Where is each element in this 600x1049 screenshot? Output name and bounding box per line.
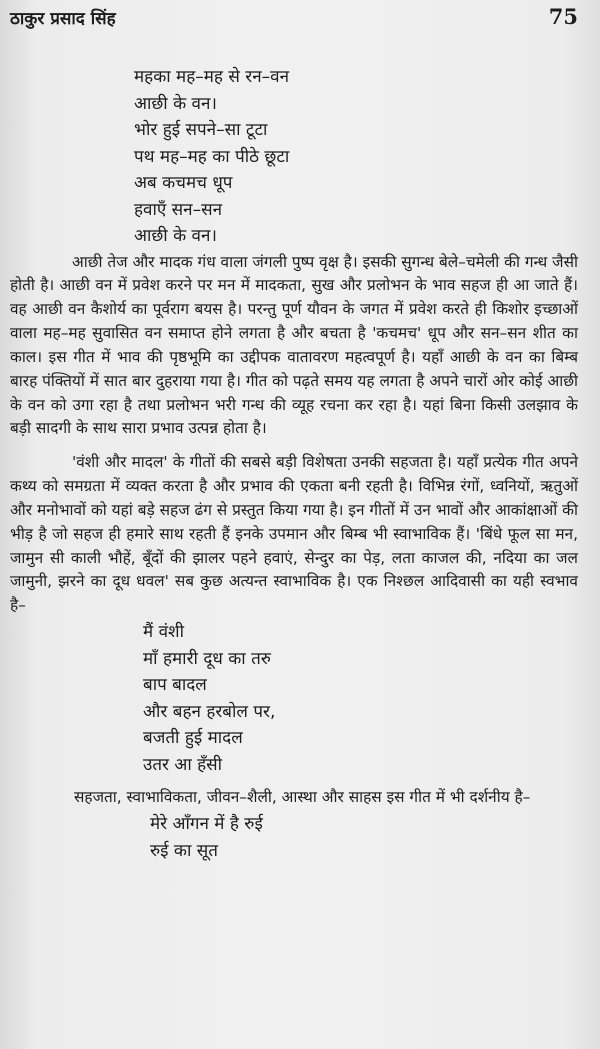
poem-line: भोर हुई सपने–सा टूटा [134,120,268,140]
poem-line: उतर आ हँसी [143,754,223,775]
poem-line: मेरे आँगन में है रुई [150,814,263,834]
poem-excerpt-3 [10,811,578,864]
paragraph-aachi-van: आछी तेज और मादक गंध वाला जंगली पुष्प वृक्ष है। इसकी सुगन्ध बेले–चमेली की गन्ध जैसी होती है। आछी वन में प्रवेश करने पर मन में मादकता, सुख और प्रलोभन के भाव सहज ही आ जाते हैं। वह आछी वन कैशोर्य का पूर्वराग बयस है। परन्तु पूर्ण यौवन के जगत में प्रवेश करते ही किशोर इच्छाओं वाला मह–मह सुवासित वन समाप्त होने लगता है और बचता है 'कचमच' धूप और सन–सन शीत का काल। इस गीत में भाव की पृष्ठभूमि का उद्दीपक वातावरण महत्वपूर्ण है। यहाँ आछी के वन का बिम्ब बारह पंक्तियों में सात बार दुहराया गया है। गीत को पढ़ते समय यह लगता है अपने चारों ओर कोई आछी के वन को उगा रहा है तथा प्रलोभन भरी गन्ध की व्यूह रचना कर रहा है। यहां बिना किसी उलझाव के बड़ी सादगी के साथ सारा प्रभाव उत्पन्न होता है। [10,252,578,438]
poem-line: बजती हुई मादल [143,728,243,749]
poem-line: और बहन हरबोल पर, [143,701,276,722]
poem-excerpt-2 [10,619,578,778]
poem-line: महका मह–मह से रन–वन [134,67,290,87]
running-header [10,4,578,32]
paragraph-vanshi-aur-madal: 'वंशी और मादल' के गीतों की सबसे बड़ी विशेषता उनकी सहजता है। यहाँ प्रत्येक गीत अपने कथ्य को समग्रता में व्यक्त करता है और प्रभाव की एकता बनी रहती है। विभिन्न रंगों, ध्वनियों, ऋतुओं और मनोभावों को यहां बड़े सहज ढंग से प्रस्तुत किया गया है। इन गीतों में उन भावों और आकांक्षाओं की भीड़ है जो सहज ही हमारे साथ रहती हैं इनके उपमान और बिम्ब भी स्वाभाविक हैं। 'बिंधे फूल सा मन, जामुन सी काली भौहें, बूँदों की झालर पहने हवाएं, सेन्दुर का पेड़, लता काजल की, नदिया का जल जामुनी, झरने का दूध धवल' सब कुछ अत्यन्त स्वाभाविक है। एक निश्छल आदिवासी का यही स्वभाव है– [10,453,578,615]
poem-line: अब कचमच धूप [134,173,233,193]
poem-line: माँ हमारी दूध का तरु [143,648,271,669]
poem-line: हवाएँ सन–सन [134,199,223,220]
poem-excerpt-1 [10,64,578,250]
page-number: 75 [548,4,578,29]
poem-line: पथ मह–मह का पीठे छूटा [134,146,290,167]
poem-line: रुई का सूत [150,840,218,861]
poem-line: बाप बादल [143,675,207,696]
poem-line: मैं वंशी [143,622,184,643]
paragraph-sahajta: सहजता, स्वाभाविकता, जीवन–शैली, आस्था और साहस इस गीत में भी दर्शनीय है– [74,788,531,807]
author-name: ठाकुर प्रसाद सिंह [10,9,116,29]
poem-line: आछी के वन। [134,226,217,246]
poem-line: आछी के वन। [134,93,217,114]
